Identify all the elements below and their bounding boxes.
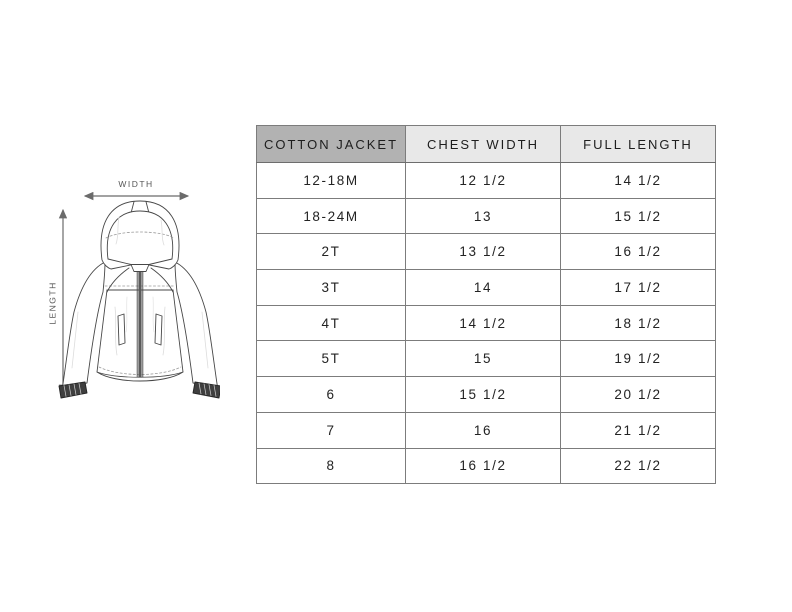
column-header-full-length: FULL LENGTH	[561, 126, 716, 163]
size-cell: 12-18M	[257, 163, 406, 199]
jacket-diagram	[45, 172, 220, 412]
chest-width-cell: 14	[406, 270, 561, 306]
chest-width-cell: 12 1/2	[406, 163, 561, 199]
chest-width-cell: 15 1/2	[406, 377, 561, 413]
table-row	[257, 234, 716, 270]
size-cell: 4T	[257, 305, 406, 341]
size-cell: 6	[257, 377, 406, 413]
header-row	[257, 126, 716, 163]
full-length-cell: 17 1/2	[561, 270, 716, 306]
table-row	[257, 377, 716, 413]
full-length-cell: 18 1/2	[561, 305, 716, 341]
size-cell: 8	[257, 448, 406, 484]
table-row	[257, 198, 716, 234]
full-length-cell: 19 1/2	[561, 341, 716, 377]
size-cell: 7	[257, 412, 406, 448]
size-cell: 2T	[257, 234, 406, 270]
column-header-cotton-jacket: COTTON JACKET	[257, 126, 406, 163]
size-cell: 18-24M	[257, 198, 406, 234]
full-length-cell: 21 1/2	[561, 412, 716, 448]
table-row	[257, 270, 716, 306]
table-row	[257, 412, 716, 448]
chest-width-cell: 16	[406, 412, 561, 448]
column-header-chest-width: CHEST WIDTH	[406, 126, 561, 163]
size-chart-table	[256, 125, 716, 484]
full-length-cell: 15 1/2	[561, 198, 716, 234]
width-label: WIDTH	[118, 179, 154, 189]
chest-width-cell: 15	[406, 341, 561, 377]
chest-width-cell: 14 1/2	[406, 305, 561, 341]
jacket-hood	[101, 201, 179, 272]
table-row	[257, 163, 716, 199]
chest-width-cell: 13	[406, 198, 561, 234]
full-length-cell: 14 1/2	[561, 163, 716, 199]
size-cell: 3T	[257, 270, 406, 306]
table-row	[257, 341, 716, 377]
table-row	[257, 448, 716, 484]
chest-width-cell: 16 1/2	[406, 448, 561, 484]
jacket-sketch	[59, 201, 220, 398]
size-cell: 5T	[257, 341, 406, 377]
width-measurement	[85, 179, 188, 196]
chest-width-cell: 13 1/2	[406, 234, 561, 270]
table-row	[257, 305, 716, 341]
length-measurement	[47, 210, 63, 393]
length-label: LENGTH	[47, 281, 58, 325]
full-length-cell: 20 1/2	[561, 377, 716, 413]
jacket-drawing-svg	[45, 172, 220, 412]
full-length-cell: 22 1/2	[561, 448, 716, 484]
full-length-cell: 16 1/2	[561, 234, 716, 270]
